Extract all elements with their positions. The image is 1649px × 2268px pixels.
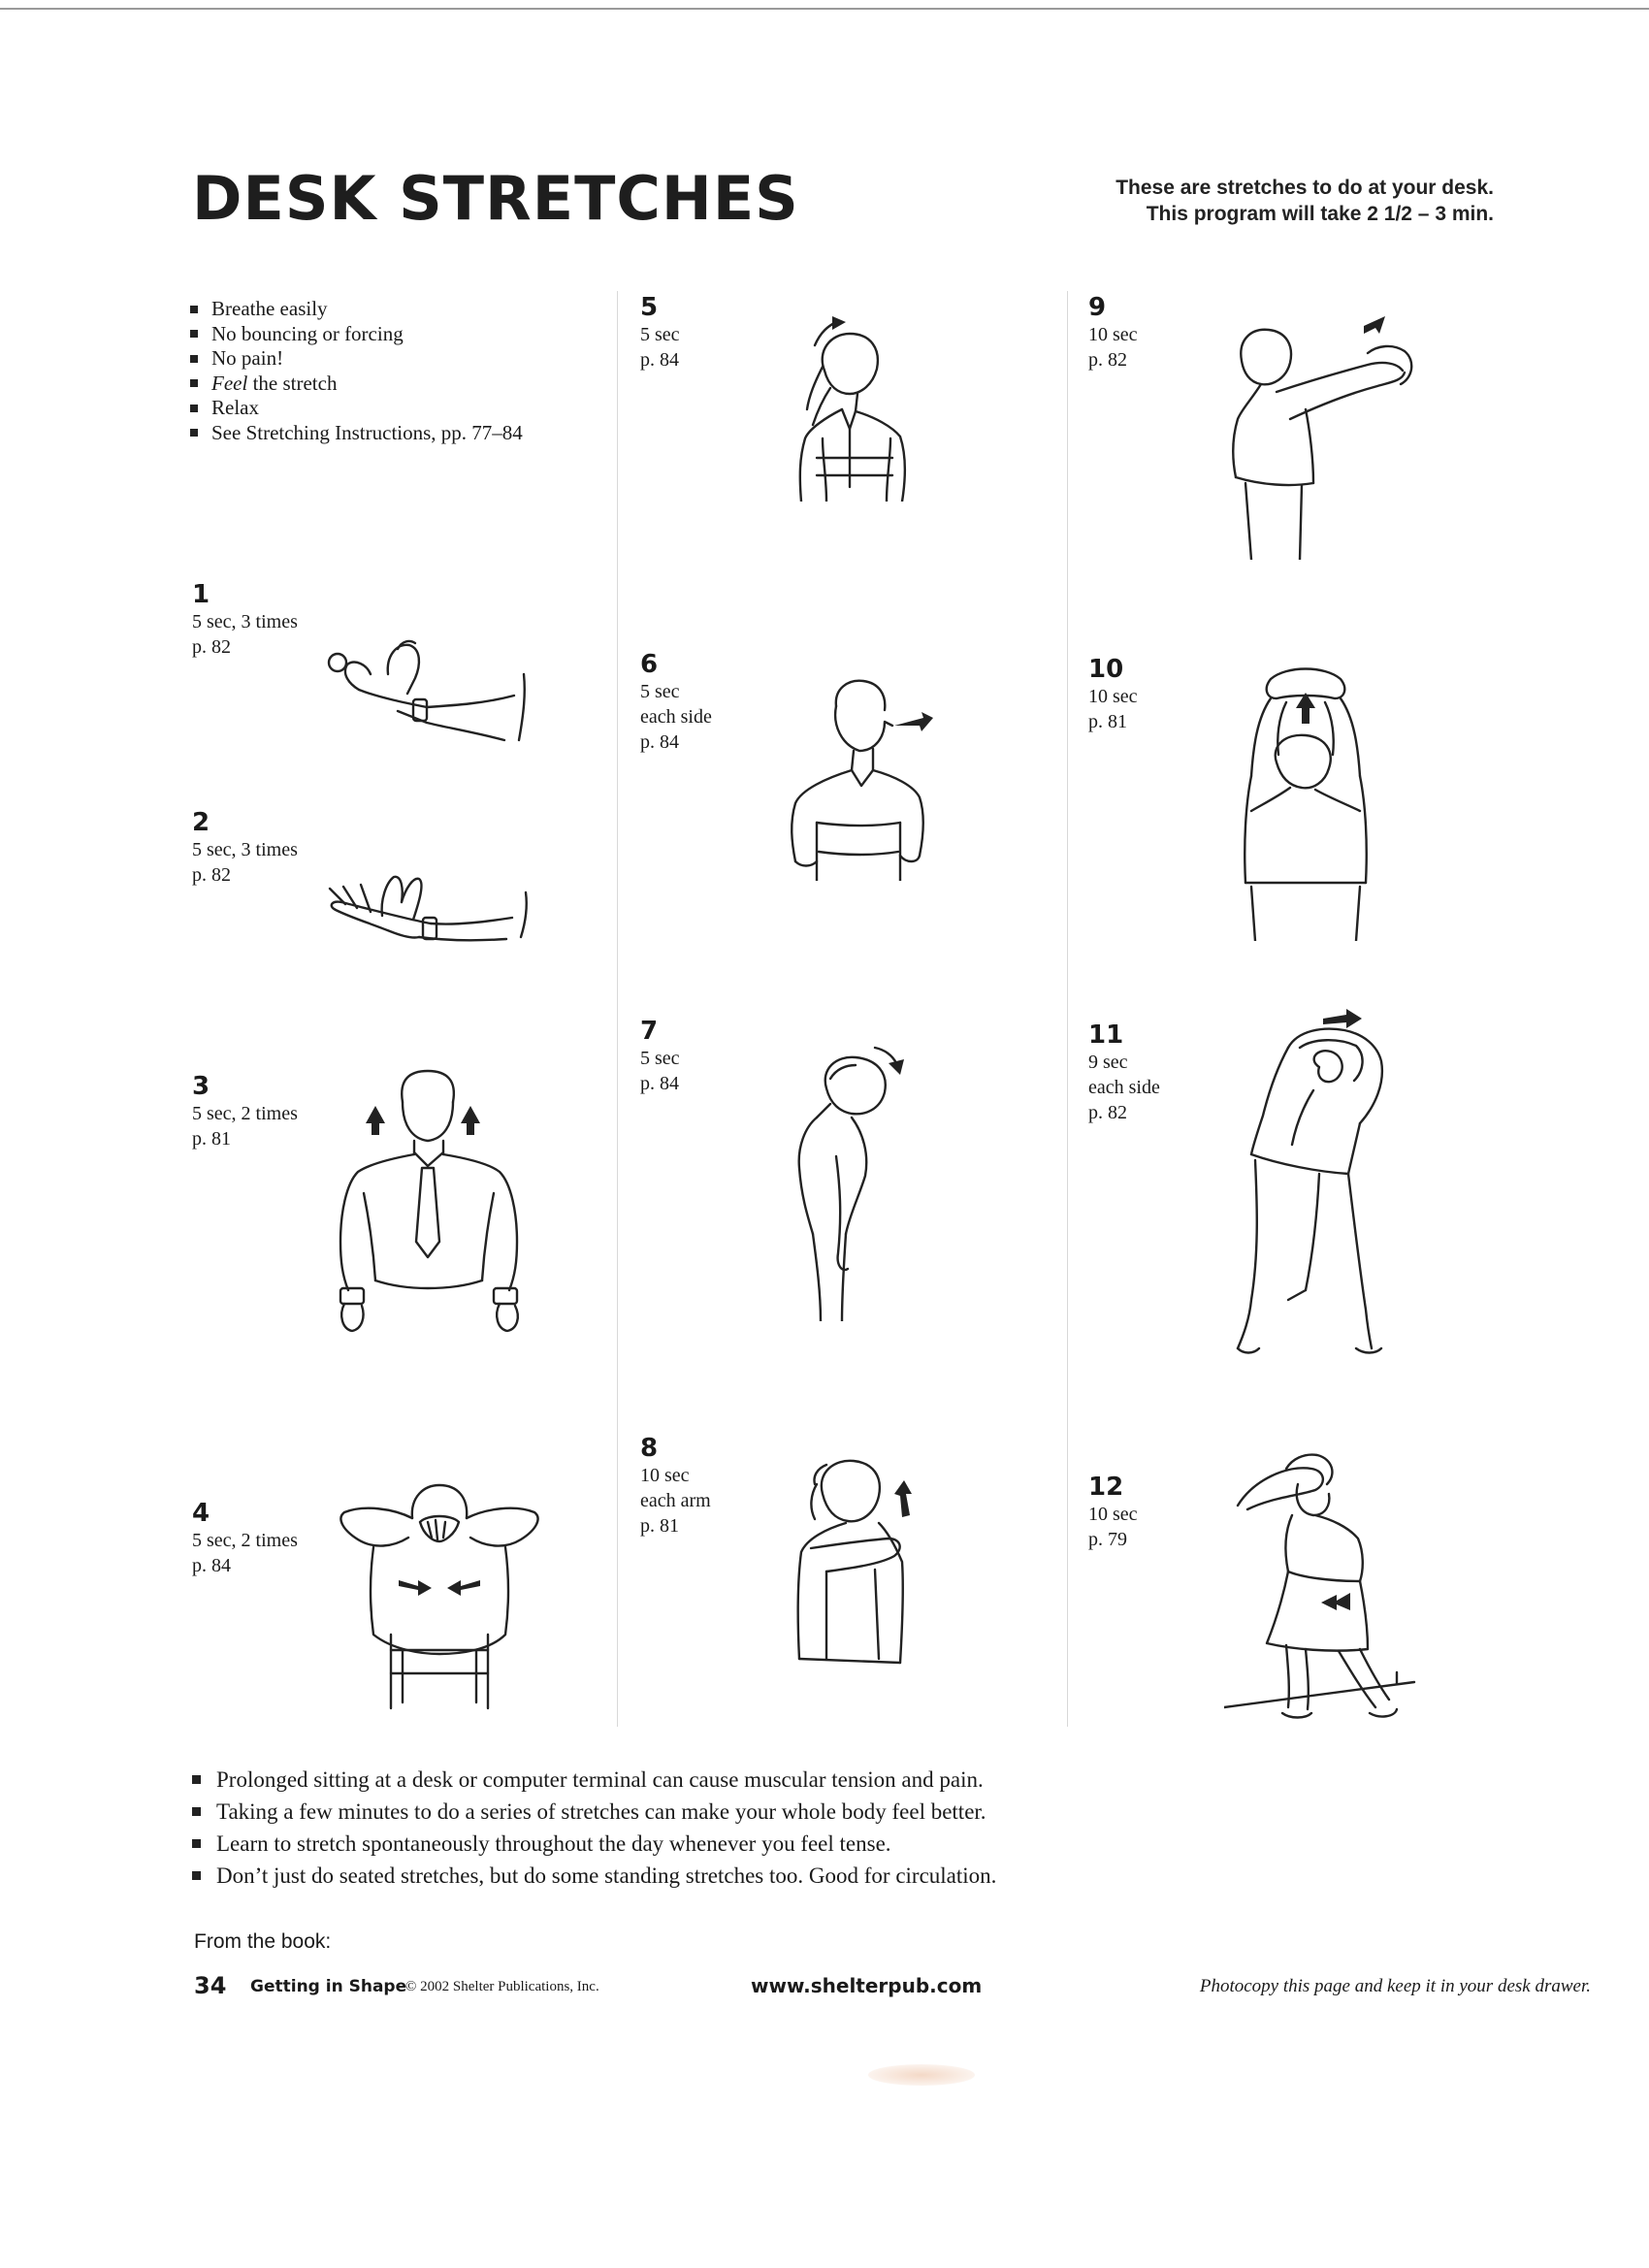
exercise-page: p. 84	[640, 731, 679, 753]
exercise-page: p. 84	[640, 1073, 679, 1094]
bullet-square-icon	[190, 379, 198, 387]
exercise-1	[192, 580, 298, 660]
exercise-page: p. 82	[192, 864, 231, 886]
feel-emphasis: Feel	[211, 371, 248, 395]
exercise-12	[1088, 1473, 1138, 1552]
exercise-duration: 10 sec	[1088, 1504, 1138, 1525]
bullet-square-icon	[192, 1839, 201, 1848]
bullet-square-icon	[192, 1775, 201, 1784]
exercise-duration: 5 sec, 2 times	[192, 1530, 298, 1551]
exercise-7	[640, 1017, 680, 1096]
exercise-number: 10	[1088, 655, 1124, 684]
website-link[interactable]: www.shelterpub.com	[751, 1974, 983, 1997]
head-tilt-icon	[788, 312, 919, 502]
exercise-number: 12	[1088, 1473, 1124, 1502]
column-divider	[1067, 291, 1068, 1727]
exercise-duration: 5 sec, 3 times	[192, 839, 298, 860]
shoulder-shrug-icon	[335, 1067, 524, 1334]
exercise-page: p. 81	[1088, 711, 1127, 732]
list-item: Taking a few minutes to do a series of stretches can make your whole body feel better.	[192, 1796, 996, 1828]
exercise-page: p. 84	[640, 349, 679, 371]
list-item: Breathe easily	[190, 297, 523, 322]
exercise-6	[640, 650, 712, 755]
forearm-stretch-icon	[320, 635, 534, 747]
exercise-extra: each arm	[640, 1490, 711, 1511]
exercise-page: p. 81	[640, 1515, 679, 1537]
exercise-page: p. 79	[1088, 1529, 1127, 1550]
column-divider	[617, 291, 618, 1727]
bullet-square-icon	[190, 330, 198, 338]
exercise-duration: 10 sec	[1088, 324, 1138, 345]
list-item: Learn to stretch spontaneously throughout the day whenever you feel tense.	[192, 1828, 996, 1860]
list-item: Relax	[190, 396, 523, 421]
page-title: DESK STRETCHES	[192, 163, 799, 234]
list-item: Prolonged sitting at a desk or computer terminal can cause muscular tension and pain.	[192, 1764, 996, 1796]
side-bend-stretch-icon	[1230, 1009, 1405, 1358]
arms-forward-stretch-icon	[1212, 312, 1421, 560]
exercise-page: p. 84	[192, 1555, 231, 1576]
exercise-duration: 5 sec	[640, 681, 680, 702]
exercise-page: p. 82	[192, 636, 231, 658]
exercise-extra: each side	[1088, 1077, 1160, 1098]
exercise-duration: 5 sec, 3 times	[192, 611, 298, 632]
exercise-number: 5	[640, 293, 659, 322]
from-the-book-label: From the book:	[194, 1930, 332, 1953]
exercise-duration: 10 sec	[1088, 686, 1138, 707]
exercise-duration: 5 sec	[640, 324, 680, 345]
paper-smudge	[868, 2064, 975, 2086]
page-footer	[194, 1972, 1591, 2005]
exercise-number: 2	[192, 808, 210, 837]
page-number: 34	[194, 1972, 227, 1999]
exercise-10	[1088, 655, 1138, 734]
calf-stretch-icon	[1224, 1445, 1418, 1727]
exercise-page: p. 82	[1088, 1102, 1127, 1123]
exercise-3	[192, 1072, 298, 1151]
bullet-square-icon	[190, 355, 198, 363]
list-item: No bouncing or forcing	[190, 322, 523, 347]
exercise-11	[1088, 1021, 1160, 1125]
list-item: Don’t just do seated stretches, but do some standing stretches too. Good for circulation.	[192, 1860, 996, 1892]
intro-line-1: These are stretches to do at your desk.	[1116, 177, 1494, 199]
exercise-number: 6	[640, 650, 659, 679]
exercise-8	[640, 1434, 711, 1539]
bullet-square-icon	[192, 1807, 201, 1816]
intro-line-2: This program will take 2 1/2 – 3 min.	[1146, 203, 1494, 225]
wrist-stretch-icon	[322, 863, 535, 946]
exercise-duration: 9 sec	[1088, 1052, 1128, 1073]
bullet-square-icon	[190, 429, 198, 437]
shoulder-blade-squeeze-icon	[335, 1479, 548, 1712]
chin-tuck-icon	[788, 1040, 919, 1321]
exercise-number: 7	[640, 1017, 659, 1046]
intro-text	[1116, 175, 1494, 227]
exercise-page: p. 82	[1088, 349, 1127, 371]
head-turn-icon	[788, 677, 933, 881]
exercise-number: 4	[192, 1499, 210, 1528]
copyright-notice: © 2002 Shelter Publications, Inc.	[405, 1979, 599, 1994]
exercise-duration: 10 sec	[640, 1465, 690, 1486]
exercise-9	[1088, 293, 1138, 373]
tips-list	[190, 297, 523, 445]
book-title: Getting in Shape	[250, 1977, 407, 1996]
exercise-number: 1	[192, 580, 210, 609]
exercise-number: 11	[1088, 1021, 1124, 1050]
list-item: See Stretching Instructions, pp. 77–84	[190, 421, 523, 446]
exercise-number: 3	[192, 1072, 210, 1101]
bullet-square-icon	[190, 306, 198, 313]
exercise-number: 8	[640, 1434, 659, 1463]
arm-across-chest-icon	[788, 1455, 933, 1673]
arms-overhead-stretch-icon	[1232, 660, 1377, 941]
bullet-square-icon	[190, 405, 198, 412]
exercise-number: 9	[1088, 293, 1107, 322]
list-item: Feel the stretch	[190, 372, 523, 397]
exercise-5	[640, 293, 680, 373]
exercise-duration: 5 sec, 2 times	[192, 1103, 298, 1124]
exercise-duration: 5 sec	[640, 1048, 680, 1069]
exercise-2	[192, 808, 298, 888]
bottom-tips-list	[192, 1764, 996, 1892]
photocopy-note: Photocopy this page and keep it in your desk drawer.	[1199, 1976, 1591, 1996]
bullet-square-icon	[192, 1871, 201, 1880]
exercise-page: p. 81	[192, 1128, 231, 1150]
exercise-extra: each side	[640, 706, 712, 728]
list-item: No pain!	[190, 346, 523, 372]
exercise-4	[192, 1499, 298, 1578]
top-edge-line	[0, 8, 1649, 10]
